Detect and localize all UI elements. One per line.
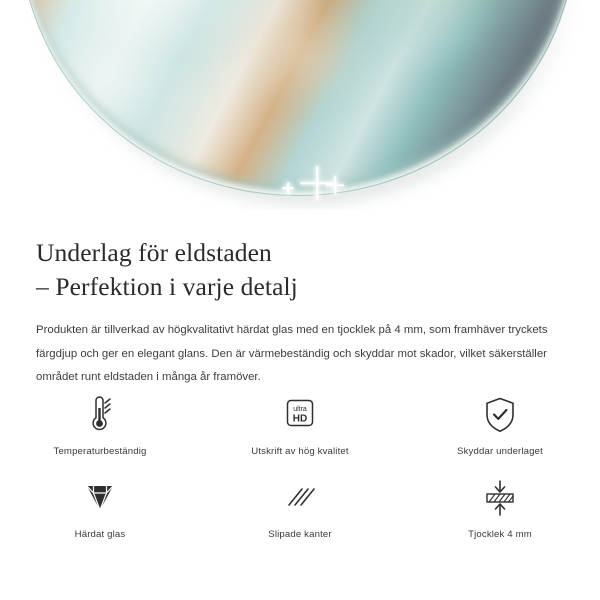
- shield-check-icon: [483, 392, 517, 438]
- svg-text:HD: HD: [292, 413, 308, 425]
- glass-disc: [20, 0, 580, 200]
- feature-item-protects-surface: [400, 392, 600, 457]
- feature-label: Utskrift av hög kvalitet: [251, 446, 349, 457]
- headline-line-1: Underlag för eldstaden: [36, 238, 272, 267]
- feature-item-thickness: [400, 475, 600, 540]
- feature-label: Härdat glas: [74, 529, 126, 540]
- ultra-hd-icon: [282, 392, 318, 438]
- product-description-text: Produkten är tillverkad av högkvalitativt härdat glas med en tjocklek på 4 mm, som framhäver tryckets färgdjup och ger en elegant glans. Den är värmebeständig och skyddar mot skador, vilket säkerställer området runt eldstaden i många år framöver.: [36, 324, 548, 384]
- text-content: [0, 210, 600, 389]
- feature-label: Slipade kanter: [268, 529, 332, 540]
- feature-grid: [0, 392, 600, 540]
- thickness-icon: [481, 475, 519, 521]
- page-title: [0, 210, 600, 303]
- feature-item-high-quality-print: [200, 392, 400, 457]
- disc-polished-edge: [20, 0, 576, 196]
- feature-item-polished-edges: [200, 475, 400, 540]
- svg-text:ultra: ultra: [293, 406, 307, 413]
- thermometer-icon: [83, 392, 117, 438]
- feature-label: Skyddar underlaget: [457, 446, 543, 457]
- feature-item-temperature-resistant: [0, 392, 200, 457]
- feature-item-tempered-glass: [0, 475, 200, 540]
- diamond-icon: [80, 475, 120, 521]
- polished-edges-icon: [281, 475, 319, 521]
- hero-product-image: [0, 0, 600, 210]
- feature-label: Tjocklek 4 mm: [468, 529, 532, 540]
- headline-line-2: – Perfektion i varje detalj: [36, 271, 298, 301]
- feature-label: Temperaturbeständig: [53, 446, 147, 457]
